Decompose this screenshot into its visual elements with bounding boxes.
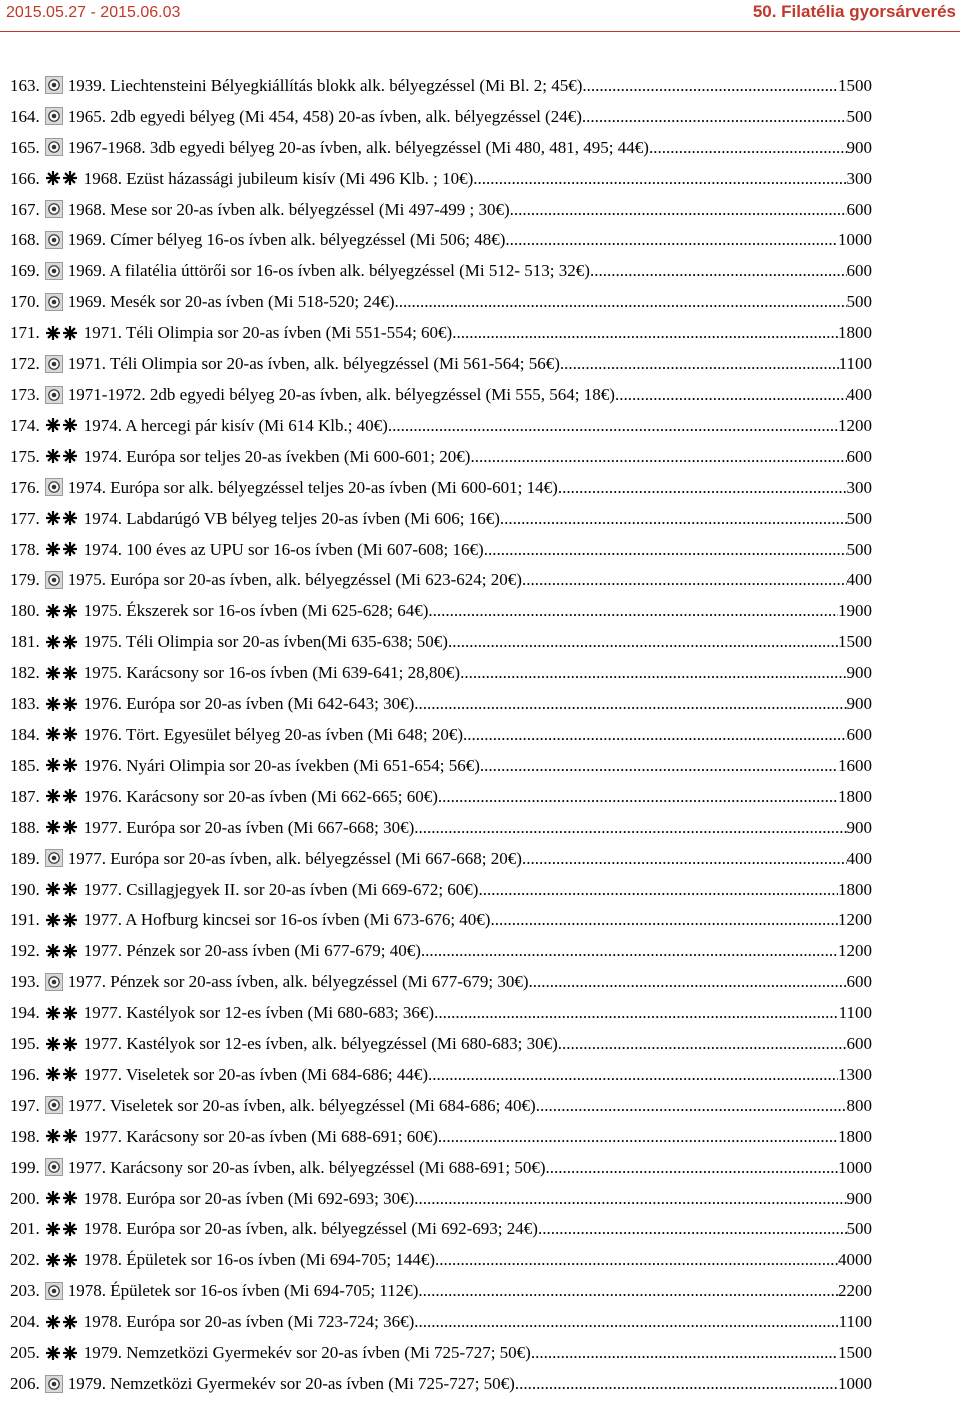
lot-number: 198. xyxy=(10,1126,40,1146)
mint-icon xyxy=(45,1221,79,1237)
lot-price: 1600 xyxy=(838,755,872,775)
dot-leader xyxy=(414,1313,838,1330)
lot-price: 500 xyxy=(846,508,872,528)
stamped-icon xyxy=(45,386,63,404)
mint-icon xyxy=(45,417,79,433)
lot-description: 1969. Címer bélyeg 16-os ívben alk. bélyegzéssel (Mi 506; 48€) xyxy=(67,230,506,250)
lot-row xyxy=(10,1337,872,1368)
lot-row xyxy=(10,348,872,379)
lot-row xyxy=(10,70,872,101)
lot-number: 193. xyxy=(10,972,40,992)
dot-leader xyxy=(510,201,847,218)
mint-icon xyxy=(45,603,79,619)
lot-row xyxy=(10,1306,872,1337)
lot-price: 500 xyxy=(846,539,872,559)
lot-price: 1200 xyxy=(838,910,872,930)
lot-description: 1979. Nemzetközi Gyermekév sor 20-as ívben (Mi 725-727; 50€) xyxy=(83,1343,531,1363)
lot-row xyxy=(10,750,872,781)
lot-row xyxy=(10,1028,872,1059)
dot-leader xyxy=(414,819,846,836)
lot-number: 181. xyxy=(10,632,40,652)
lot-description: 1976. Karácsony sor 20-as ívben (Mi 662-665; 60€) xyxy=(83,786,438,806)
lot-description: 1976. Nyári Olimpia sor 20-as ívekben (Mi 651-654; 56€) xyxy=(83,755,480,775)
dot-leader xyxy=(529,973,847,990)
lot-price: 400 xyxy=(846,848,872,868)
stamped-icon xyxy=(45,1375,63,1393)
lot-number: 163. xyxy=(10,75,40,95)
lot-price: 1500 xyxy=(838,75,872,95)
lot-row xyxy=(10,132,872,163)
lot-row xyxy=(10,595,872,626)
dot-leader xyxy=(558,479,847,496)
mint-icon xyxy=(45,170,79,186)
lot-number: 191. xyxy=(10,910,40,930)
lot-description: 1939. Liechtensteini Bélyegkiállítás blokk alk. bélyegzéssel (Mi Bl. 2; 45€) xyxy=(67,75,583,95)
dot-leader xyxy=(484,541,847,558)
lot-description: 1965. 2db egyedi bélyeg (Mi 454, 458) 20-as ívben, alk. bélyegzéssel (24€) xyxy=(67,106,582,126)
dot-leader xyxy=(414,695,846,712)
lot-number: 189. xyxy=(10,848,40,868)
mint-icon xyxy=(45,726,79,742)
lot-price: 300 xyxy=(846,168,872,188)
lot-row xyxy=(10,1183,872,1214)
mint-icon xyxy=(45,1190,79,1206)
lot-row xyxy=(10,1152,872,1183)
dot-leader xyxy=(435,1251,838,1268)
lot-number: 164. xyxy=(10,106,40,126)
lot-price: 1800 xyxy=(838,323,872,343)
lot-number: 178. xyxy=(10,539,40,559)
stamped-icon xyxy=(45,76,63,94)
lot-number: 197. xyxy=(10,1095,40,1115)
lot-description: 1974. Európa sor teljes 20-as ívekben (Mi 600-601; 20€) xyxy=(83,446,471,466)
mint-icon xyxy=(45,912,79,928)
mint-icon xyxy=(45,1005,79,1021)
dot-leader xyxy=(473,170,846,187)
lot-row xyxy=(10,286,872,317)
lot-number: 167. xyxy=(10,199,40,219)
lot-price: 600 xyxy=(846,446,872,466)
lot-description: 1974. Labdarúgó VB bélyeg teljes 20-as ívben (Mi 606; 16€) xyxy=(83,508,500,528)
lot-row xyxy=(10,1059,872,1090)
lot-description: 1977. Karácsony sor 20-as ívben (Mi 688-691; 60€) xyxy=(83,1126,438,1146)
auction-dates: 2015.05.27 - 2015.06.03 xyxy=(6,4,181,21)
lot-price: 400 xyxy=(846,385,872,405)
mint-icon xyxy=(45,1345,79,1361)
lot-row xyxy=(10,472,872,503)
dot-leader xyxy=(560,355,839,372)
mint-icon xyxy=(45,881,79,897)
dot-leader xyxy=(388,417,838,434)
lot-number: 170. xyxy=(10,292,40,312)
lot-number: 180. xyxy=(10,601,40,621)
lot-price: 1100 xyxy=(838,1312,872,1332)
lot-description: 1977. Kastélyok sor 12-es ívben (Mi 680-683; 36€) xyxy=(83,1003,435,1023)
lot-number: 201. xyxy=(10,1219,40,1239)
lot-price: 600 xyxy=(846,1034,872,1054)
lot-row xyxy=(10,534,872,565)
lot-number: 166. xyxy=(10,168,40,188)
lot-row xyxy=(10,781,872,812)
dot-leader xyxy=(615,386,847,403)
stamped-icon xyxy=(45,293,63,311)
lot-price: 500 xyxy=(846,1219,872,1239)
lot-row xyxy=(10,1368,872,1399)
lot-number: 205. xyxy=(10,1343,40,1363)
stamped-icon xyxy=(45,973,63,991)
lot-description: 1975. Karácsony sor 16-os ívben (Mi 639-641; 28,80€) xyxy=(83,663,461,683)
lot-row xyxy=(10,997,872,1028)
lot-row xyxy=(10,1121,872,1152)
lot-row xyxy=(10,255,872,286)
lot-number: 174. xyxy=(10,415,40,435)
lot-description: 1977. Európa sor 20-as ívben, alk. bélyegzéssel (Mi 667-668; 20€) xyxy=(67,848,522,868)
lot-description: 1969. A filatélia úttörői sor 16-os ívben alk. bélyegzéssel (Mi 512- 513; 32€) xyxy=(67,261,590,281)
lot-row xyxy=(10,317,872,348)
lot-number: 176. xyxy=(10,477,40,497)
stamped-icon xyxy=(45,200,63,218)
dot-leader xyxy=(463,726,846,743)
lot-row xyxy=(10,626,872,657)
lot-description: 1968. Mese sor 20-as ívben alk. bélyegzéssel (Mi 497-499 ; 30€) xyxy=(67,199,510,219)
lot-number: 187. xyxy=(10,786,40,806)
stamped-icon xyxy=(45,107,63,125)
lot-description: 1976. Tört. Egyesület bélyeg 20-as ívben (Mi 648; 20€) xyxy=(83,724,464,744)
lot-description: 1977. Európa sor 20-as ívben (Mi 667-668; 30€) xyxy=(83,817,415,837)
dot-leader xyxy=(490,911,838,928)
mint-icon xyxy=(45,510,79,526)
stamped-icon xyxy=(45,1282,63,1300)
lot-list xyxy=(10,70,872,1399)
lot-description: 1971. Téli Olimpia sor 20-as ívben, alk. bélyegzéssel (Mi 561-564; 56€) xyxy=(67,354,560,374)
lot-description: 1979. Nemzetközi Gyermekév sor 20-as ívben (Mi 725-727; 50€) xyxy=(67,1374,515,1394)
dot-leader xyxy=(395,293,847,310)
lot-row xyxy=(10,1214,872,1245)
mint-icon xyxy=(45,696,79,712)
dot-leader xyxy=(478,881,838,898)
dot-leader xyxy=(531,1344,838,1361)
lot-price: 1800 xyxy=(838,1126,872,1146)
lot-price: 1500 xyxy=(838,1343,872,1363)
lot-price: 1000 xyxy=(838,230,872,250)
stamped-icon xyxy=(45,1158,63,1176)
lot-row xyxy=(10,874,872,905)
stamped-icon xyxy=(45,571,63,589)
lot-price: 900 xyxy=(846,694,872,714)
dot-leader xyxy=(582,108,847,125)
lot-price: 900 xyxy=(846,663,872,683)
lot-number: 184. xyxy=(10,724,40,744)
lot-price: 300 xyxy=(846,477,872,497)
lot-price: 400 xyxy=(846,570,872,590)
lot-row xyxy=(10,935,872,966)
lot-row xyxy=(10,1090,872,1121)
lot-price: 1500 xyxy=(838,632,872,652)
lot-row xyxy=(10,1275,872,1306)
lot-price: 900 xyxy=(846,1188,872,1208)
lot-number: 199. xyxy=(10,1157,40,1177)
lot-number: 179. xyxy=(10,570,40,590)
lot-price: 1100 xyxy=(838,354,872,374)
dot-leader xyxy=(522,571,847,588)
lot-description: 1968. Ezüst házassági jubileum kisív (Mi 496 Klb. ; 10€) xyxy=(83,168,474,188)
stamped-icon xyxy=(45,138,63,156)
lot-description: 1971-1972. 2db egyedi bélyeg 20-as ívben, alk. bélyegzéssel (Mi 555, 564; 18€) xyxy=(67,385,615,405)
lot-description: 1975. Európa sor 20-as ívben, alk. bélyegzéssel (Mi 623-624; 20€) xyxy=(67,570,522,590)
lot-description: 1974. 100 éves az UPU sor 16-os ívben (Mi 607-608; 16€) xyxy=(83,539,484,559)
lot-description: 1975. Ékszerek sor 16-os ívben (Mi 625-628; 64€) xyxy=(83,601,429,621)
lot-description: 1977. Kastélyok sor 12-es ívben, alk. bélyegzéssel (Mi 680-683; 30€) xyxy=(83,1034,558,1054)
mint-icon xyxy=(45,788,79,804)
dot-leader xyxy=(428,1066,838,1083)
lot-number: 169. xyxy=(10,261,40,281)
lot-description: 1977. Pénzek sor 20-ass ívben (Mi 677-679; 40€) xyxy=(83,941,421,961)
lot-price: 900 xyxy=(846,817,872,837)
mint-icon xyxy=(45,634,79,650)
lot-description: 1978. Európa sor 20-as ívben, alk. bélyegzéssel (Mi 692-693; 24€) xyxy=(83,1219,538,1239)
lot-number: 165. xyxy=(10,137,40,157)
dot-leader xyxy=(515,1375,838,1392)
lot-number: 196. xyxy=(10,1064,40,1084)
dot-leader xyxy=(438,788,838,805)
lot-row xyxy=(10,719,872,750)
lot-number: 192. xyxy=(10,941,40,961)
lot-price: 1200 xyxy=(838,415,872,435)
dot-leader xyxy=(522,850,847,867)
dot-leader xyxy=(418,1282,838,1299)
lot-description: 1967-1968. 3db egyedi bélyeg 20-as ívben, alk. bélyegzéssel (Mi 480, 481, 495; 44€) xyxy=(67,137,649,157)
lot-row xyxy=(10,657,872,688)
dot-leader xyxy=(546,1159,838,1176)
stamped-icon xyxy=(45,478,63,496)
stamped-icon xyxy=(45,355,63,373)
lot-number: 190. xyxy=(10,879,40,899)
lot-description: 1969. Mesék sor 20-as ívben (Mi 518-520; 24€) xyxy=(67,292,395,312)
lot-number: 206. xyxy=(10,1374,40,1394)
dot-leader xyxy=(590,262,847,279)
mint-icon xyxy=(45,541,79,557)
mint-icon xyxy=(45,1036,79,1052)
lot-price: 1900 xyxy=(838,601,872,621)
lot-description: 1978. Európa sor 20-as ívben (Mi 723-724; 36€) xyxy=(83,1312,415,1332)
lot-number: 183. xyxy=(10,694,40,714)
stamped-icon xyxy=(45,262,63,280)
lot-price: 600 xyxy=(846,972,872,992)
lot-description: 1978. Épületek sor 16-os ívben (Mi 694-705; 144€) xyxy=(83,1250,436,1270)
header-divider xyxy=(0,31,960,32)
dot-leader xyxy=(448,633,838,650)
dot-leader xyxy=(536,1097,847,1114)
lot-price: 900 xyxy=(846,137,872,157)
lot-price: 1800 xyxy=(838,786,872,806)
lot-number: 195. xyxy=(10,1034,40,1054)
dot-leader xyxy=(414,1190,846,1207)
lot-description: 1978. Európa sor 20-as ívben (Mi 692-693; 30€) xyxy=(83,1188,415,1208)
mint-icon xyxy=(45,819,79,835)
lot-row xyxy=(10,503,872,534)
dot-leader xyxy=(649,139,847,156)
lot-number: 175. xyxy=(10,446,40,466)
lot-number: 168. xyxy=(10,230,40,250)
lot-price: 1000 xyxy=(838,1374,872,1394)
mint-icon xyxy=(45,665,79,681)
lot-price: 600 xyxy=(846,199,872,219)
dot-leader xyxy=(460,664,846,681)
lot-description: 1978. Épületek sor 16-os ívben (Mi 694-705; 112€) xyxy=(67,1281,419,1301)
lot-number: 171. xyxy=(10,323,40,343)
lot-row xyxy=(10,843,872,874)
lot-price: 1100 xyxy=(838,1003,872,1023)
lot-row xyxy=(10,101,872,132)
mint-icon xyxy=(45,757,79,773)
lot-number: 182. xyxy=(10,663,40,683)
lot-row xyxy=(10,966,872,997)
lot-row xyxy=(10,812,872,843)
dot-leader xyxy=(452,324,838,341)
lot-row xyxy=(10,410,872,441)
mint-icon xyxy=(45,943,79,959)
lot-row xyxy=(10,441,872,472)
lot-row xyxy=(10,688,872,719)
lot-price: 4000 xyxy=(838,1250,872,1270)
dot-leader xyxy=(582,77,838,94)
lot-price: 800 xyxy=(846,1095,872,1115)
lot-price: 500 xyxy=(846,292,872,312)
mint-icon xyxy=(45,1314,79,1330)
lot-number: 177. xyxy=(10,508,40,528)
lot-row xyxy=(10,565,872,596)
lot-number: 200. xyxy=(10,1188,40,1208)
dot-leader xyxy=(434,1004,839,1021)
lot-description: 1977. A Hofburg kincsei sor 16-os ívben (Mi 673-676; 40€) xyxy=(83,910,491,930)
lot-number: 172. xyxy=(10,354,40,374)
dot-leader xyxy=(558,1035,847,1052)
dot-leader xyxy=(470,448,846,465)
lot-price: 600 xyxy=(846,261,872,281)
lot-number: 203. xyxy=(10,1281,40,1301)
dot-leader xyxy=(505,231,838,248)
lot-number: 173. xyxy=(10,385,40,405)
mint-icon xyxy=(45,1252,79,1268)
dot-leader xyxy=(438,1128,838,1145)
dot-leader xyxy=(480,757,838,774)
stamped-icon xyxy=(45,849,63,867)
lot-description: 1977. Viseletek sor 20-as ívben (Mi 684-686; 44€) xyxy=(83,1064,429,1084)
mint-icon xyxy=(45,448,79,464)
lot-number: 185. xyxy=(10,755,40,775)
lot-description: 1975. Téli Olimpia sor 20-as ívben(Mi 635-638; 50€) xyxy=(83,632,448,652)
lot-row xyxy=(10,904,872,935)
lot-row xyxy=(10,163,872,194)
lot-number: 204. xyxy=(10,1312,40,1332)
dot-leader xyxy=(428,602,838,619)
mint-icon xyxy=(45,1128,79,1144)
lot-description: 1977. Pénzek sor 20-ass ívben, alk. bélyegzéssel (Mi 677-679; 30€) xyxy=(67,972,529,992)
lot-row xyxy=(10,194,872,225)
mint-icon xyxy=(45,325,79,341)
lot-description: 1977. Karácsony sor 20-as ívben, alk. bélyegzéssel (Mi 688-691; 50€) xyxy=(67,1157,546,1177)
lot-description: 1977. Csillagjegyek II. sor 20-as ívben (Mi 669-672; 60€) xyxy=(83,879,479,899)
lot-description: 1974. Európa sor alk. bélyegzéssel teljes 20-as ívben (Mi 600-601; 14€) xyxy=(67,477,558,497)
mint-icon xyxy=(45,1066,79,1082)
lot-description: 1976. Európa sor 20-as ívben (Mi 642-643; 30€) xyxy=(83,694,415,714)
auction-title: 50. Filatélia gyorsárverés xyxy=(752,2,956,21)
dot-leader xyxy=(500,510,847,527)
lot-price: 2200 xyxy=(838,1281,872,1301)
lot-row xyxy=(10,225,872,256)
lot-number: 194. xyxy=(10,1003,40,1023)
lot-description: 1971. Téli Olimpia sor 20-as ívben (Mi 551-554; 60€) xyxy=(83,323,453,343)
page-header xyxy=(0,0,960,34)
dot-leader xyxy=(421,942,838,959)
lot-price: 1800 xyxy=(838,879,872,899)
lot-price: 600 xyxy=(846,724,872,744)
lot-number: 202. xyxy=(10,1250,40,1270)
stamped-icon xyxy=(45,1096,63,1114)
lot-description: 1974. A hercegi pár kisív (Mi 614 Klb.; 40€) xyxy=(83,415,388,435)
lot-row xyxy=(10,379,872,410)
lot-description: 1977. Viseletek sor 20-as ívben, alk. bélyegzéssel (Mi 684-686; 40€) xyxy=(67,1095,536,1115)
lot-price: 1300 xyxy=(838,1064,872,1084)
stamped-icon xyxy=(45,231,63,249)
lot-number: 188. xyxy=(10,817,40,837)
lot-price: 1000 xyxy=(838,1157,872,1177)
lot-price: 500 xyxy=(846,106,872,126)
lot-row xyxy=(10,1244,872,1275)
lot-price: 1200 xyxy=(838,941,872,961)
dot-leader xyxy=(538,1220,847,1237)
